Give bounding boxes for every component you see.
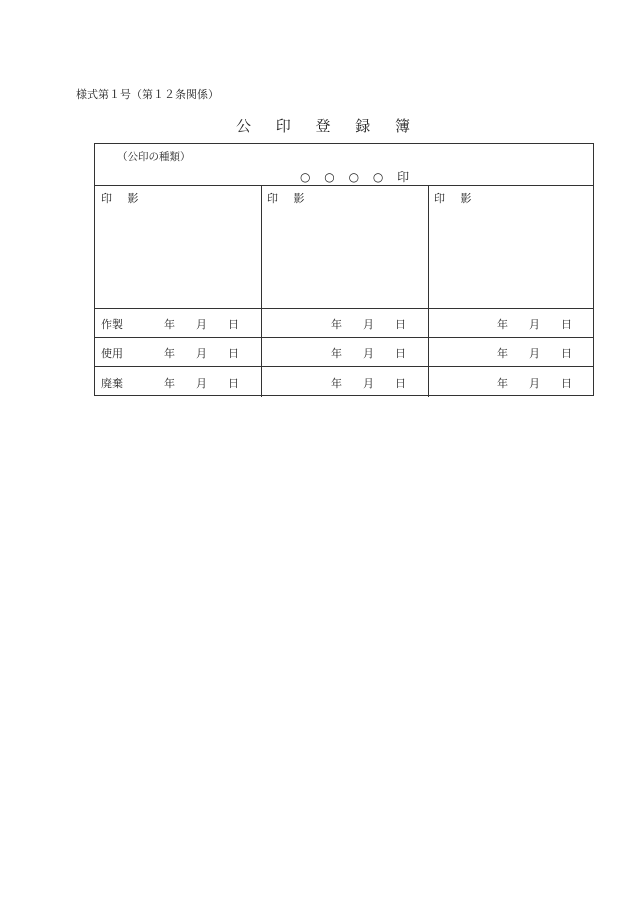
date-day: 日 — [228, 347, 239, 360]
date-day: 日 — [561, 318, 572, 331]
date-year: 年 — [497, 318, 508, 331]
date-month: 月 — [529, 347, 540, 360]
date-day: 日 — [228, 318, 239, 331]
date-year: 年 — [164, 318, 175, 331]
date-year: 年 — [497, 377, 508, 390]
impression-label-1: 印 影 — [101, 192, 145, 205]
row-label-created: 作製 — [101, 318, 123, 331]
row-label-used: 使用 — [101, 347, 123, 360]
date-month: 月 — [196, 347, 207, 360]
impression-area — [429, 206, 593, 306]
impression-area — [95, 206, 261, 306]
date-month: 月 — [363, 318, 374, 331]
date-month: 月 — [363, 347, 374, 360]
date-day: 日 — [228, 377, 239, 390]
impression-label-3: 印 影 — [434, 192, 478, 205]
date-day: 日 — [561, 347, 572, 360]
impression-divider — [95, 308, 593, 309]
date-month: 月 — [196, 377, 207, 390]
date-year: 年 — [497, 347, 508, 360]
date-month: 月 — [529, 377, 540, 390]
header-divider — [95, 185, 593, 186]
row-divider — [95, 366, 593, 367]
row-label-disposed: 廃棄 — [101, 377, 123, 390]
form-number: 様式第１号（第１２条関係） — [76, 88, 219, 101]
date-day: 日 — [561, 377, 572, 390]
date-year: 年 — [164, 347, 175, 360]
impression-label-2: 印 影 — [267, 192, 311, 205]
impression-area — [262, 206, 428, 306]
date-month: 月 — [529, 318, 540, 331]
date-year: 年 — [331, 347, 342, 360]
date-day: 日 — [395, 347, 406, 360]
date-month: 月 — [363, 377, 374, 390]
row-divider — [95, 337, 593, 338]
date-day: 日 — [395, 318, 406, 331]
date-month: 月 — [196, 318, 207, 331]
date-year: 年 — [331, 318, 342, 331]
seal-registry-table — [94, 143, 594, 396]
document-title: 公 印 登 録 簿 — [235, 117, 421, 135]
date-day: 日 — [395, 377, 406, 390]
seal-type-label: （公印の種類） — [117, 151, 191, 163]
seal-type-value: ○ ○ ○ ○ 印 — [300, 170, 415, 184]
date-year: 年 — [164, 377, 175, 390]
date-year: 年 — [331, 377, 342, 390]
